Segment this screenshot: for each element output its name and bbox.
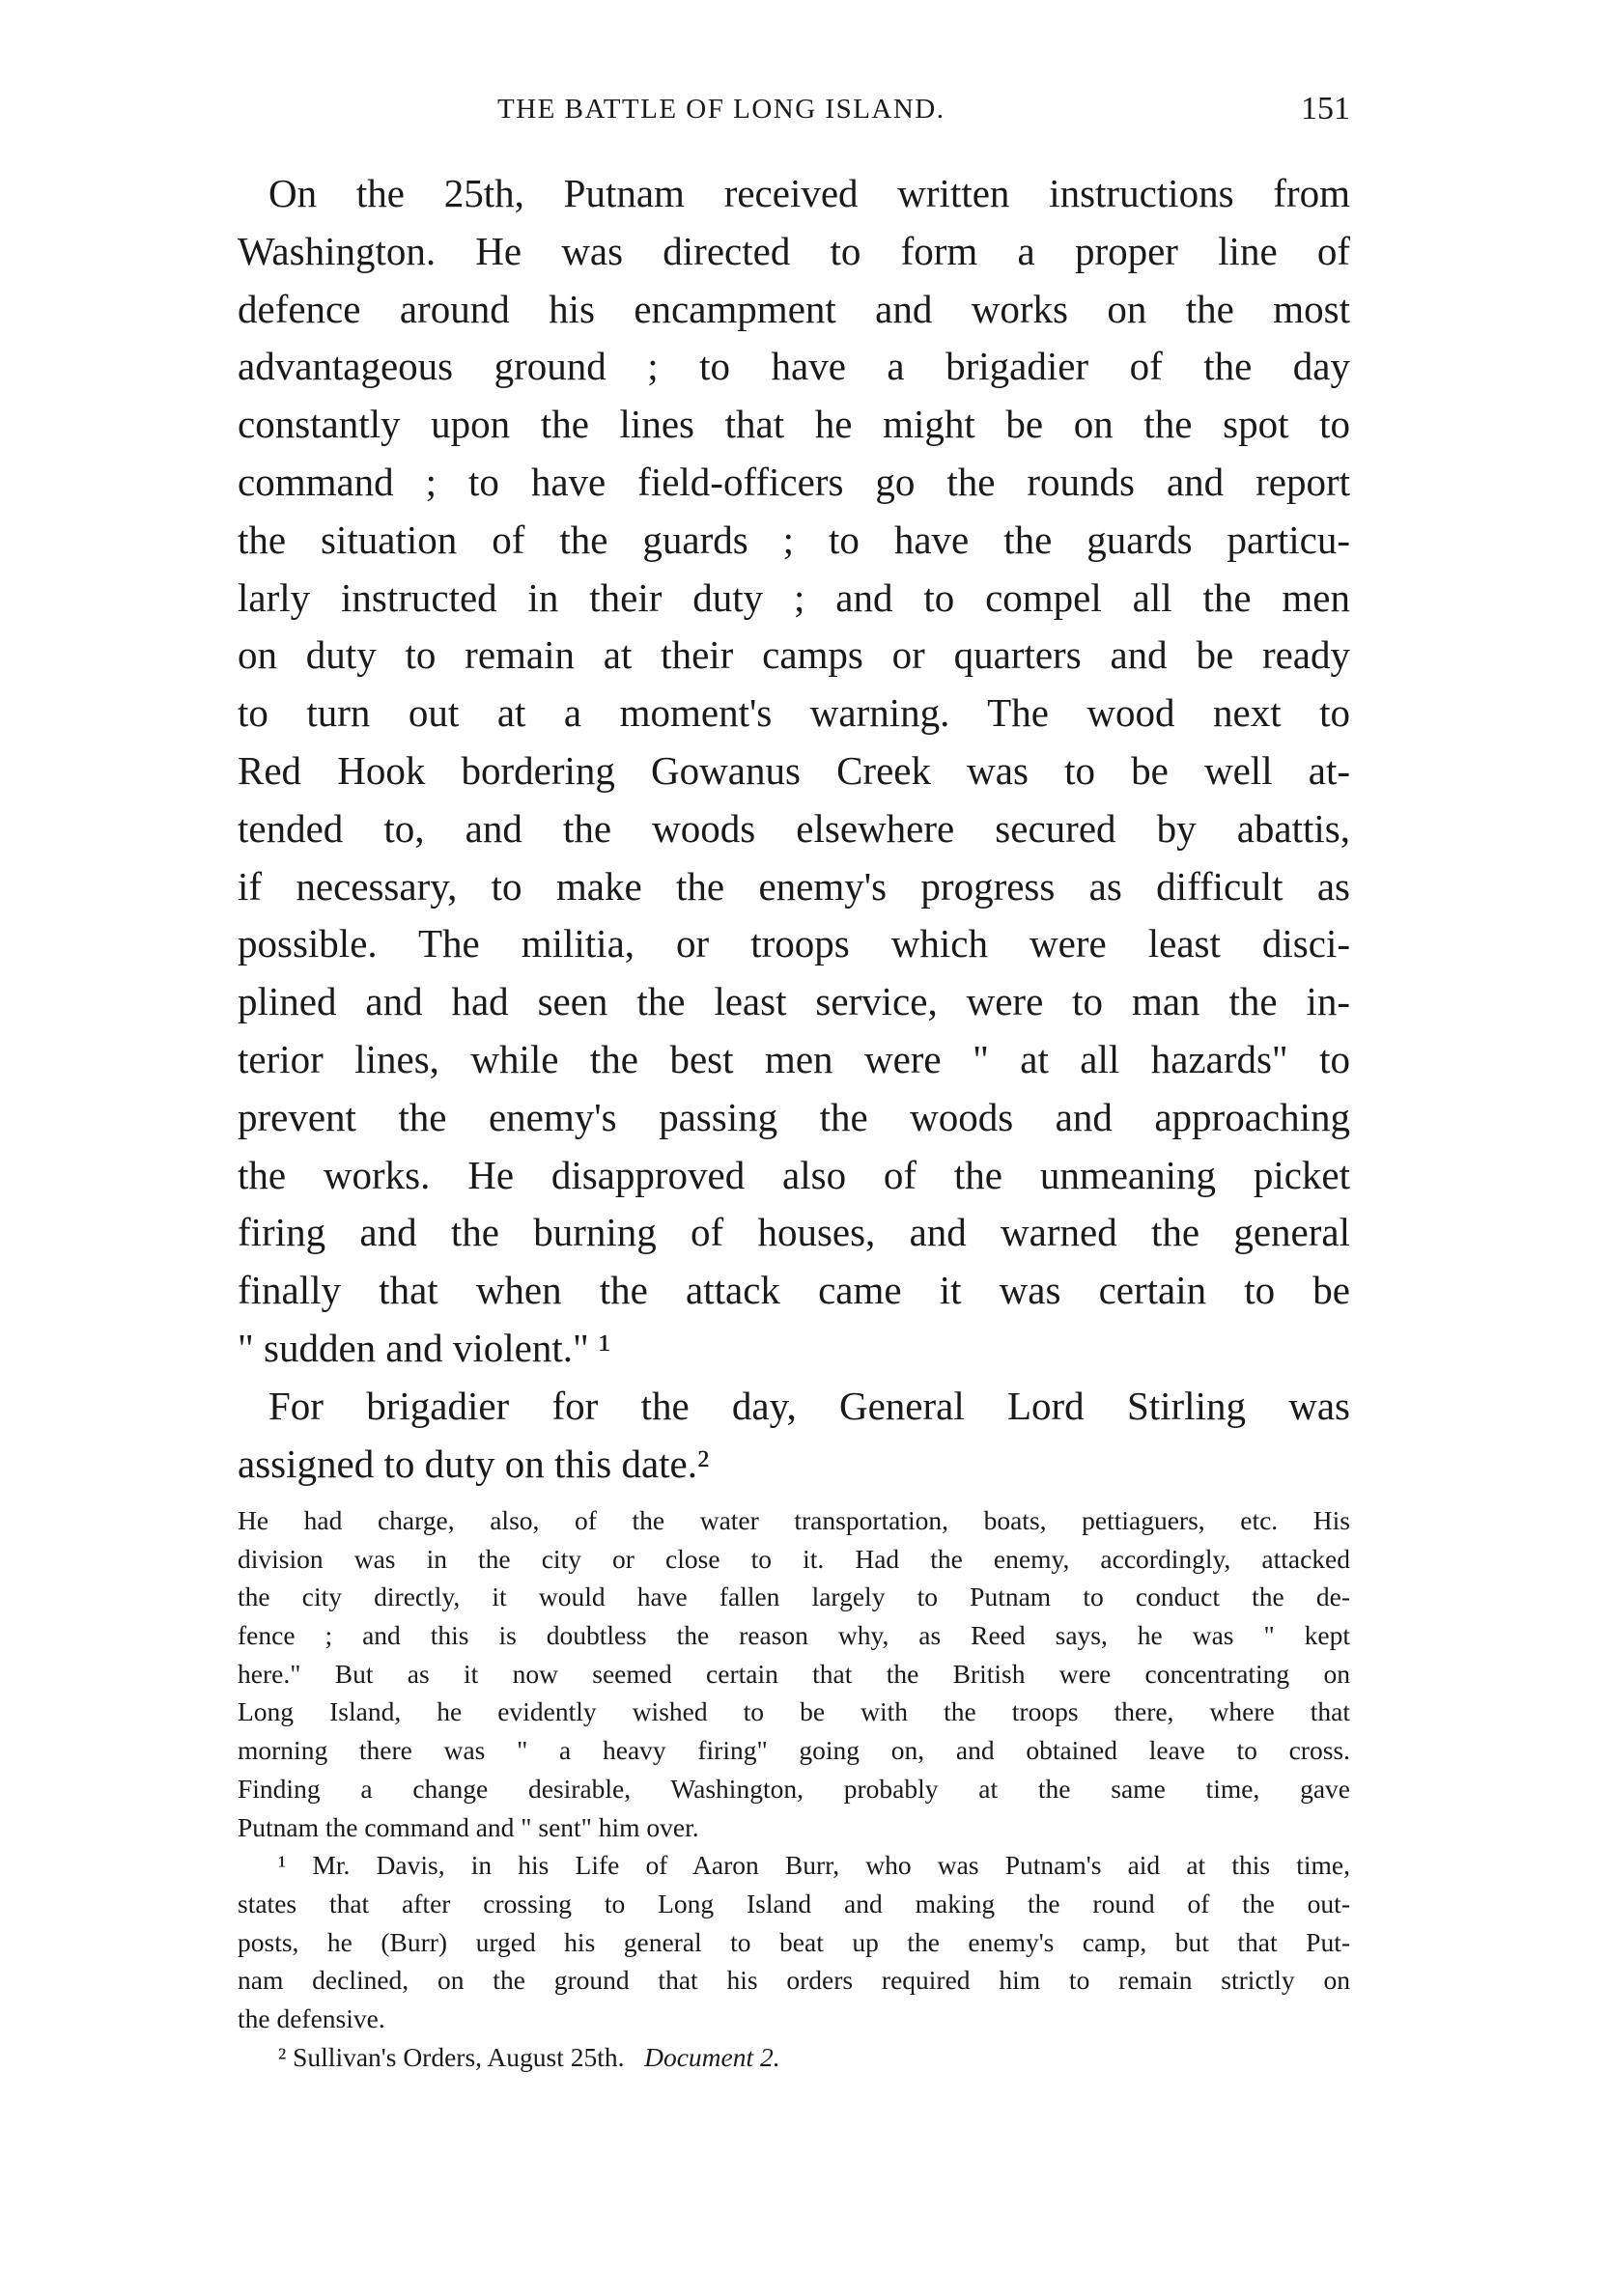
text-line: Putnam the command and " sent" him over. [238,1811,699,1842]
text-line: nam declined, on the ground that his orders required him to remain strictly on [238,1965,1350,1996]
text-line: ¹ Mr. Davis, in his Life of Aaron Burr, who was Putnam's aid at this time, [278,1850,1350,1881]
text-line: division was in the city or close to it. Had the enemy, accordingly, attacked [238,1543,1350,1574]
text-line: Long Island, he evidently wished to be with the troops there, where that [238,1696,1350,1727]
text-line: morning there was " a heavy firing" going on, and obtained leave to cross. [238,1735,1350,1766]
body-paragraph-1 [238,165,1350,1378]
text-line: terior lines, while the best men were " at all hazards" to [238,1036,1350,1081]
text-line: the situation of the guards ; to have the guards particu- [238,517,1350,562]
text-line: larly instructed in their duty ; and to compel all the men [238,574,1350,620]
text-line: finally that when the attack came it was certain to be [238,1268,1350,1313]
text-line: plined and had seen the least service, were to man the in- [238,979,1350,1024]
notes-section [238,1501,1350,2076]
text-line: command ; to have field-officers go the rounds and report [238,459,1350,504]
text-line: firing and the burning of houses, and warned the general [238,1210,1350,1255]
footnote-2-text: ² Sullivan's Orders, August 25th. [278,2041,625,2072]
text-line: the city directly, it would have fallen largely to Putnam to conduct the de- [238,1582,1350,1612]
text-line: " sudden and violent." ¹ [238,1325,611,1370]
text-line: He had charge, also, of the water transportation, boats, pettiaguers, etc. His [238,1505,1350,1535]
text-line: For brigadier for the day, General Lord Stirling was [268,1384,1350,1428]
text-line: fence ; and this is doubtless the reason why, as Reed says, he was " kept [238,1620,1350,1651]
text-line: prevent the enemy's passing the woods and approaching [238,1094,1350,1139]
side-note-paragraph [238,1501,1350,1846]
text-line: the defensive. [238,2002,385,2033]
footnote-2 [238,2038,1350,2077]
text-line: to turn out at a moment's warning. The wood next to [238,690,1350,736]
text-line: posts, he (Burr) urged his general to beat up the enemy's camp, but that Put- [238,1926,1350,1957]
text-line: Washington. He was directed to form a proper line of [238,228,1350,273]
text-line: here." But as it now seemed certain that the British were concentrating on [238,1658,1350,1689]
text-line: possible. The militia, or troops which were least disci- [238,921,1350,966]
text-line: Red Hook bordering Gowanus Creek was to be well at- [238,747,1350,793]
text-line: if necessary, to make the enemy's progress as difficult as [238,863,1350,909]
text-line: assigned to duty on this date.² [238,1441,710,1486]
footnote-1 [238,1846,1350,2037]
text-line: On the 25th, Putnam received written instructions from [268,171,1350,215]
text-line: tended to, and the woods elsewhere secured by abattis, [238,805,1350,851]
footnote-2-reference: Document 2. [644,2041,780,2072]
running-header [238,87,1350,131]
page-number: 151 [1301,91,1350,126]
text-line: Finding a change desirable, Washington, probably at the same time, gave [238,1773,1350,1804]
text-line: defence around his encampment and works on the most [238,286,1350,331]
running-title: THE BATTLE OF LONG ISLAND. [497,94,945,125]
text-line: the works. He disapproved also of the unmeaning picket [238,1152,1350,1197]
text-line: states that after crossing to Long Island and making the round of the out- [238,1888,1350,1918]
text-line: on duty to remain at their camps or quarters and be ready [238,632,1350,678]
body-paragraph-2 [238,1378,1350,1494]
text-line: advantageous ground ; to have a brigadier of the day [238,344,1350,389]
text-line: constantly upon the lines that he might be on the spot to [238,402,1350,447]
